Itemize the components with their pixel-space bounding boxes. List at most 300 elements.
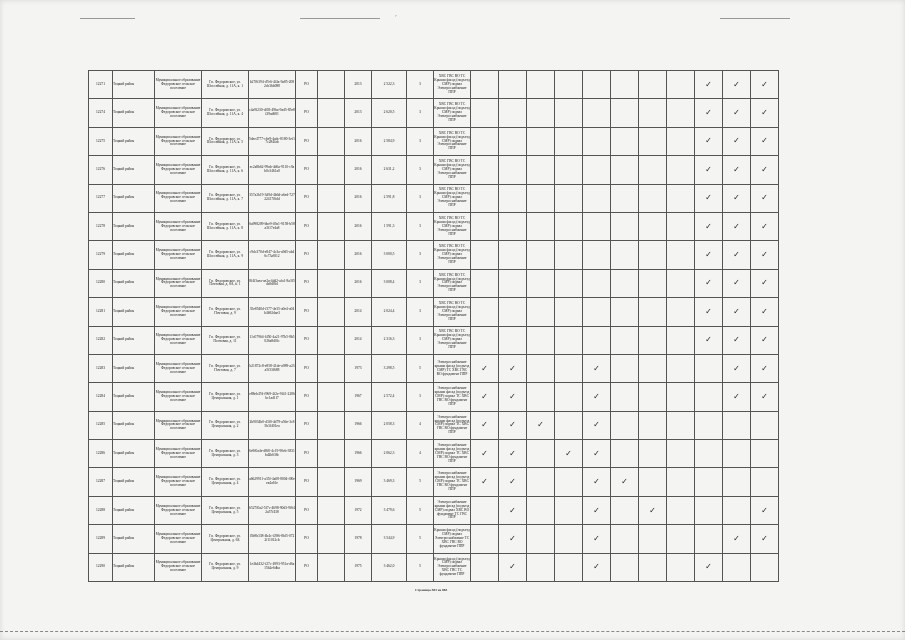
cell-check-10 [751, 99, 779, 127]
check-mark-icon: ✓ [593, 505, 600, 515]
cell-check-2 [527, 411, 555, 439]
cell-check-6 [639, 383, 667, 411]
cell-works: ХВС ГВС ВО ТС Крыши фасад (подъезд СМР) подвал Электроснабжение ППР [434, 326, 471, 354]
cell-blank [318, 354, 345, 382]
cell-year: 2013 [345, 71, 372, 99]
cell-blank [318, 156, 345, 184]
cell-check-0 [471, 99, 499, 127]
cell-area: 2 631,2 [372, 156, 407, 184]
page-footer: Страница 583 из 883 [415, 588, 448, 592]
cell-owner: Муниципальное образование Федоровское сельское поселение [155, 241, 202, 269]
table-row [89, 127, 779, 155]
cell-check-6 [639, 127, 667, 155]
cell-check-0 [471, 184, 499, 212]
cell-area: 2 522,3 [372, 71, 407, 99]
cell-floors: 4 [407, 440, 434, 468]
cell-check-6 [639, 71, 667, 99]
cell-year: 2014 [345, 298, 372, 326]
cell-check-0 [471, 468, 499, 496]
check-mark-icon: ✓ [593, 420, 600, 430]
check-mark-icon: ✓ [509, 533, 516, 543]
cell-check-5 [611, 99, 639, 127]
check-mark-icon: ✓ [761, 250, 768, 260]
cell-check-9 [723, 468, 751, 496]
cell-year: 1967 [345, 383, 372, 411]
table-row [89, 71, 779, 99]
check-mark-icon: ✓ [509, 505, 516, 515]
cell-type: РО [296, 553, 318, 581]
cell-check-3 [555, 298, 583, 326]
cell-check-9 [723, 156, 751, 184]
cell-district: Тоцкий район [113, 411, 155, 439]
top-dash-right [720, 18, 790, 19]
check-mark-icon: ✓ [733, 391, 740, 401]
cell-floors: 5 [407, 468, 434, 496]
cell-id: 12288 [89, 496, 113, 524]
cell-guid: c4a9f230-df03-49ba-9ad5-85e8f29ad681 [249, 99, 296, 127]
cell-guid: 6527f0a2-5f7c-4698-90d3-9f642a57f438 [249, 496, 296, 524]
check-mark-icon: ✓ [509, 477, 516, 487]
check-mark-icon: ✓ [705, 562, 712, 572]
cell-address: Гп. Федоровскoе, ул. Центральная, д. 4 [202, 468, 249, 496]
cell-blank [318, 440, 345, 468]
check-mark-icon: ✓ [593, 363, 600, 373]
cell-check-6 [639, 525, 667, 553]
cell-works: Электроснабжение крыши фасад (подъезд СМР) подвал ТС ХВС ГВС ВО фундамент ППР [434, 440, 471, 468]
cell-check-5 [611, 383, 639, 411]
cell-check-4 [583, 298, 611, 326]
cell-check-10 [751, 184, 779, 212]
check-mark-icon: ✓ [593, 448, 600, 458]
cell-check-6 [639, 269, 667, 297]
cell-check-0 [471, 298, 499, 326]
cell-area: 2 062,3 [372, 440, 407, 468]
cell-check-6 [639, 440, 667, 468]
cell-check-10 [751, 440, 779, 468]
cell-check-9 [723, 553, 751, 581]
cell-check-8 [695, 525, 723, 553]
cell-id: 12271 [89, 71, 113, 99]
cell-blank [318, 71, 345, 99]
cell-check-9 [723, 269, 751, 297]
top-dash-middle [300, 18, 380, 19]
cell-area: 3 462,0 [372, 553, 407, 581]
cell-check-10 [751, 326, 779, 354]
check-mark-icon: ✓ [509, 562, 516, 572]
cell-check-10 [751, 269, 779, 297]
cell-floors: 5 [407, 496, 434, 524]
cell-guid: 5dee4777-c6e9-4adc-8180-3ef17c284fab [249, 127, 296, 155]
cell-check-7 [667, 298, 695, 326]
cell-works: ХВС ГВС ВО ТС Крыши фасад (подъезд СМР) подвал Электроснабжение ППР [434, 127, 471, 155]
cell-check-0 [471, 496, 499, 524]
check-mark-icon: ✓ [621, 477, 628, 487]
cell-check-1 [499, 383, 527, 411]
top-dash-left [80, 18, 135, 19]
check-mark-icon: ✓ [761, 136, 768, 146]
cell-check-9 [723, 71, 751, 99]
cell-blank [318, 127, 345, 155]
cell-check-3 [555, 354, 583, 382]
cell-check-2 [527, 354, 555, 382]
cell-check-7 [667, 127, 695, 155]
cell-owner: Муниципальное образование Федоровское сельское поселение [155, 440, 202, 468]
cell-works: Крыши фасад (подъезд СМР) подвал Электроснабжение ТС ХВС ГВС ВО фундамент ППР [434, 525, 471, 553]
cell-check-5 [611, 468, 639, 496]
cell-blank [318, 496, 345, 524]
cell-check-8 [695, 127, 723, 155]
cell-check-2 [527, 269, 555, 297]
cell-check-1 [499, 184, 527, 212]
cell-id: 12289 [89, 525, 113, 553]
check-mark-icon: ✓ [705, 278, 712, 288]
cell-check-3 [555, 326, 583, 354]
cell-year: 2016 [345, 269, 372, 297]
cell-guid: 357a2b19-3d9d-4b6d-a6ed-72722417f6dd [249, 184, 296, 212]
cell-check-8 [695, 99, 723, 127]
cell-check-0 [471, 127, 499, 155]
cell-check-2 [527, 212, 555, 240]
cell-check-6 [639, 156, 667, 184]
cell-check-1 [499, 354, 527, 382]
cell-check-5 [611, 71, 639, 99]
cell-district: Тоцкий район [113, 184, 155, 212]
cell-check-2 [527, 298, 555, 326]
cell-blank [318, 212, 345, 240]
cell-year: 2016 [345, 212, 372, 240]
table-row [89, 354, 779, 382]
cell-works: ХВС ГВС ВО ТС Крыши фасад (подъезд СМР) подвал Электроснабжение ППР [434, 99, 471, 127]
check-mark-icon: ✓ [733, 363, 740, 373]
cell-check-5 [611, 241, 639, 269]
cell-address: Гп. Федоровскoе, ул. Шоссейная, д. 11А, к. 4 [202, 99, 249, 127]
cell-blank [318, 468, 345, 496]
cell-check-5 [611, 525, 639, 553]
cell-check-9 [723, 326, 751, 354]
cell-check-2 [527, 440, 555, 468]
cell-check-4 [583, 411, 611, 439]
check-mark-icon: ✓ [705, 221, 712, 231]
cell-check-9 [723, 241, 751, 269]
cell-district: Тоцкий район [113, 525, 155, 553]
cell-check-5 [611, 326, 639, 354]
cell-check-3 [555, 383, 583, 411]
cell-check-7 [667, 212, 695, 240]
check-mark-icon: ✓ [705, 306, 712, 316]
cell-owner: Муниципальное образование Федоровское сельское поселение [155, 156, 202, 184]
cell-owner: Муниципальное образование Федоровское сельское поселение [155, 298, 202, 326]
check-mark-icon: ✓ [761, 505, 768, 515]
check-mark-icon: ✓ [705, 193, 712, 203]
check-mark-icon: ✓ [761, 363, 768, 373]
cell-check-6 [639, 411, 667, 439]
cell-district: Тоцкий район [113, 127, 155, 155]
cell-check-7 [667, 71, 695, 99]
cell-check-1 [499, 241, 527, 269]
cell-guid: 2b9034b0-d3f0-4d79-a56e-3c85b3f401ea [249, 411, 296, 439]
cell-year: 1972 [345, 496, 372, 524]
cell-check-4 [583, 241, 611, 269]
cell-check-5 [611, 269, 639, 297]
cell-check-0 [471, 269, 499, 297]
cell-check-3 [555, 99, 583, 127]
cell-area: 2 058,3 [372, 411, 407, 439]
cell-check-1 [499, 269, 527, 297]
cell-check-3 [555, 525, 583, 553]
cell-floors: 3 [407, 298, 434, 326]
cell-check-0 [471, 71, 499, 99]
table-row [89, 525, 779, 553]
check-mark-icon: ✓ [649, 505, 656, 515]
cell-owner: Муниципальное образование Федоровское сельское поселение [155, 553, 202, 581]
cell-district: Тоцкий район [113, 99, 155, 127]
cell-year: 1975 [345, 553, 372, 581]
cell-address: Гп. Федоровскoе, ул. Центральная, д. 1 [202, 383, 249, 411]
cell-check-3 [555, 241, 583, 269]
cell-check-1 [499, 99, 527, 127]
check-mark-icon: ✓ [481, 363, 488, 373]
cell-check-4 [583, 156, 611, 184]
cell-type: РО [296, 241, 318, 269]
cell-owner: Муниципальное образование Федоровское сельское поселение [155, 71, 202, 99]
cell-address: Гп. Федоровскoе, ул. Шоссейная, д. 11А, к. 1 [202, 71, 249, 99]
cell-type: РО [296, 269, 318, 297]
cell-works: ХВС ГВС ВО ТС Крыши фасад (подъезд СМР) подвал Электроснабжение ППР [434, 184, 471, 212]
cell-check-3 [555, 496, 583, 524]
cell-check-0 [471, 212, 499, 240]
cell-check-3 [555, 411, 583, 439]
cell-check-10 [751, 298, 779, 326]
cell-year: 1973 [345, 354, 372, 382]
cell-address: Гп. Федоровскoе, ул. Центральная, д. 6Б [202, 525, 249, 553]
cell-check-10 [751, 212, 779, 240]
cell-check-0 [471, 156, 499, 184]
check-mark-icon: ✓ [593, 391, 600, 401]
cell-check-10 [751, 496, 779, 524]
check-mark-icon: ✓ [705, 108, 712, 118]
cell-id: 12279 [89, 241, 113, 269]
cell-type: РО [296, 71, 318, 99]
cell-check-2 [527, 468, 555, 496]
cell-district: Тоцкий район [113, 241, 155, 269]
table-row [89, 184, 779, 212]
cell-check-10 [751, 383, 779, 411]
cell-check-5 [611, 156, 639, 184]
cell-check-4 [583, 326, 611, 354]
cell-blank [318, 269, 345, 297]
cell-year: 1966 [345, 440, 372, 468]
cell-owner: Муниципальное образование Федоровское сельское поселение [155, 354, 202, 382]
cell-check-8 [695, 241, 723, 269]
cell-id: 12284 [89, 383, 113, 411]
cell-check-0 [471, 383, 499, 411]
cell-id: 12283 [89, 354, 113, 382]
check-mark-icon: ✓ [761, 278, 768, 288]
top-margin-text: 7 [395, 14, 397, 18]
cell-id: 12282 [89, 326, 113, 354]
cell-check-4 [583, 525, 611, 553]
cell-guid: e88eb47d-f969-4f2e-9f41-2286bc1ad1f7 [249, 383, 296, 411]
cell-check-5 [611, 440, 639, 468]
cell-check-5 [611, 496, 639, 524]
cell-check-1 [499, 156, 527, 184]
cell-type: РО [296, 496, 318, 524]
cell-check-0 [471, 354, 499, 382]
cell-floors: 3 [407, 241, 434, 269]
cell-area: 2 620,5 [372, 99, 407, 127]
cell-address: Гп. Федоровскoе, ул. Центральная, д. 5 [202, 496, 249, 524]
check-mark-icon: ✓ [761, 108, 768, 118]
check-mark-icon: ✓ [565, 448, 572, 458]
cell-check-8 [695, 298, 723, 326]
cell-check-3 [555, 269, 583, 297]
cell-address: Гп. Федоровскoе, ул. Шоссейная, д. 11А, к. 7 [202, 184, 249, 212]
check-mark-icon: ✓ [705, 164, 712, 174]
cell-check-9 [723, 496, 751, 524]
cell-check-1 [499, 326, 527, 354]
cell-owner: Муниципальное образование Федоровское сельское поселение [155, 269, 202, 297]
cell-id: 12280 [89, 269, 113, 297]
cell-check-9 [723, 99, 751, 127]
cell-check-7 [667, 411, 695, 439]
table-row [89, 383, 779, 411]
cell-works: ХВС ГВС ВО ТС Крыши фасад (подъезд СМР) подвал Электроснабжение ППР [434, 269, 471, 297]
check-mark-icon: ✓ [733, 221, 740, 231]
cell-check-9 [723, 411, 751, 439]
cell-check-1 [499, 496, 527, 524]
cell-type: РО [296, 99, 318, 127]
cell-blank [318, 298, 345, 326]
cell-floors: 3 [407, 127, 434, 155]
cell-address: Гп. Федоровскoе, ул. Почтовая, д. 8А, к. 1 [202, 269, 249, 297]
cell-year: 2016 [345, 127, 372, 155]
cell-check-7 [667, 468, 695, 496]
cell-area: 3 008,4 [372, 269, 407, 297]
cell-check-4 [583, 383, 611, 411]
cell-check-7 [667, 241, 695, 269]
check-mark-icon: ✓ [761, 221, 768, 231]
table-row [89, 99, 779, 127]
cell-district: Тоцкий район [113, 440, 155, 468]
cell-works: Электроснабжение крыши фасад (подъезд СМР) подвал ХВС ВО фундамент ТС ГВС ППР [434, 496, 471, 524]
check-mark-icon: ✓ [761, 391, 768, 401]
table-row [89, 298, 779, 326]
cell-check-4 [583, 496, 611, 524]
cell-check-7 [667, 156, 695, 184]
cell-year: 1966 [345, 411, 372, 439]
cell-district: Тоцкий район [113, 71, 155, 99]
cell-area: 1 591,3 [372, 212, 407, 240]
cell-check-9 [723, 383, 751, 411]
cell-floors: 5 [407, 354, 434, 382]
cell-check-6 [639, 298, 667, 326]
table-row [89, 496, 779, 524]
cell-check-5 [611, 553, 639, 581]
cell-id: 12287 [89, 468, 113, 496]
cell-owner: Муниципальное образование Федоровское сельское поселение [155, 525, 202, 553]
check-mark-icon: ✓ [733, 136, 740, 146]
cell-year: 2016 [345, 241, 372, 269]
cell-floors: 3 [407, 269, 434, 297]
cell-check-3 [555, 468, 583, 496]
buildings-table [88, 70, 779, 582]
cell-check-8 [695, 326, 723, 354]
cell-check-5 [611, 127, 639, 155]
cell-works: ХВС ГВС ВО ТС Крыши фасад (подъезд СМР) подвал Электроснабжение ППР [434, 241, 471, 269]
cell-check-9 [723, 440, 751, 468]
check-mark-icon: ✓ [761, 335, 768, 345]
check-mark-icon: ✓ [481, 391, 488, 401]
check-mark-icon: ✓ [733, 79, 740, 89]
check-mark-icon: ✓ [733, 250, 740, 260]
cell-guid: 1e4b4432-f27c-4993-951a-d6a15b2e6dba [249, 553, 296, 581]
check-mark-icon: ✓ [593, 477, 600, 487]
check-mark-icon: ✓ [481, 477, 488, 487]
cell-check-1 [499, 127, 527, 155]
cell-check-6 [639, 326, 667, 354]
cell-check-7 [667, 99, 695, 127]
check-mark-icon: ✓ [733, 533, 740, 543]
check-mark-icon: ✓ [705, 79, 712, 89]
cell-check-2 [527, 71, 555, 99]
cell-floors: 3 [407, 71, 434, 99]
cell-blank [318, 525, 345, 553]
cell-check-9 [723, 354, 751, 382]
cell-owner: Муниципальное образование Федоровское сельское поселение [155, 411, 202, 439]
cell-check-4 [583, 269, 611, 297]
cell-check-8 [695, 71, 723, 99]
cell-blank [318, 383, 345, 411]
cell-district: Тоцкий район [113, 212, 155, 240]
cell-check-4 [583, 127, 611, 155]
cell-check-7 [667, 184, 695, 212]
cell-check-2 [527, 383, 555, 411]
cell-check-5 [611, 354, 639, 382]
cell-guid: b21872c8-e858-41de-a989-a23a5f33f688 [249, 354, 296, 382]
cell-year: 1978 [345, 525, 372, 553]
cell-id: 12274 [89, 99, 113, 127]
cell-check-7 [667, 553, 695, 581]
cell-owner: Муниципальное образование Федоровское сельское поселение [155, 99, 202, 127]
table-row [89, 411, 779, 439]
check-mark-icon: ✓ [509, 391, 516, 401]
cell-floors: 3 [407, 184, 434, 212]
cell-year: 2014 [345, 326, 372, 354]
cell-district: Тоцкий район [113, 156, 155, 184]
cell-type: РО [296, 525, 318, 553]
check-mark-icon: ✓ [509, 448, 516, 458]
cell-type: РО [296, 298, 318, 326]
check-mark-icon: ✓ [481, 448, 488, 458]
cell-area: 3 000,5 [372, 241, 407, 269]
cell-guid: 11c07964-f450-4a21-97b5-8b5026a8d0fc [249, 326, 296, 354]
cell-area: 3 544,9 [372, 525, 407, 553]
cell-check-1 [499, 553, 527, 581]
cell-works: Электроснабжение крыши фасад (подъезд СМР) подвал ТС ХВС ГВС ВО фундамент ППР [434, 383, 471, 411]
check-mark-icon: ✓ [705, 250, 712, 260]
check-mark-icon: ✓ [761, 533, 768, 543]
cell-address: Гп. Федоровскoе, ул. Центральная, д. 9 [202, 553, 249, 581]
cell-area: 2 584,9 [372, 127, 407, 155]
cell-id: 12278 [89, 212, 113, 240]
cell-check-10 [751, 354, 779, 382]
cell-check-3 [555, 184, 583, 212]
cell-check-5 [611, 212, 639, 240]
cell-check-7 [667, 354, 695, 382]
cell-check-2 [527, 156, 555, 184]
cell-check-0 [471, 440, 499, 468]
table-row [89, 468, 779, 496]
